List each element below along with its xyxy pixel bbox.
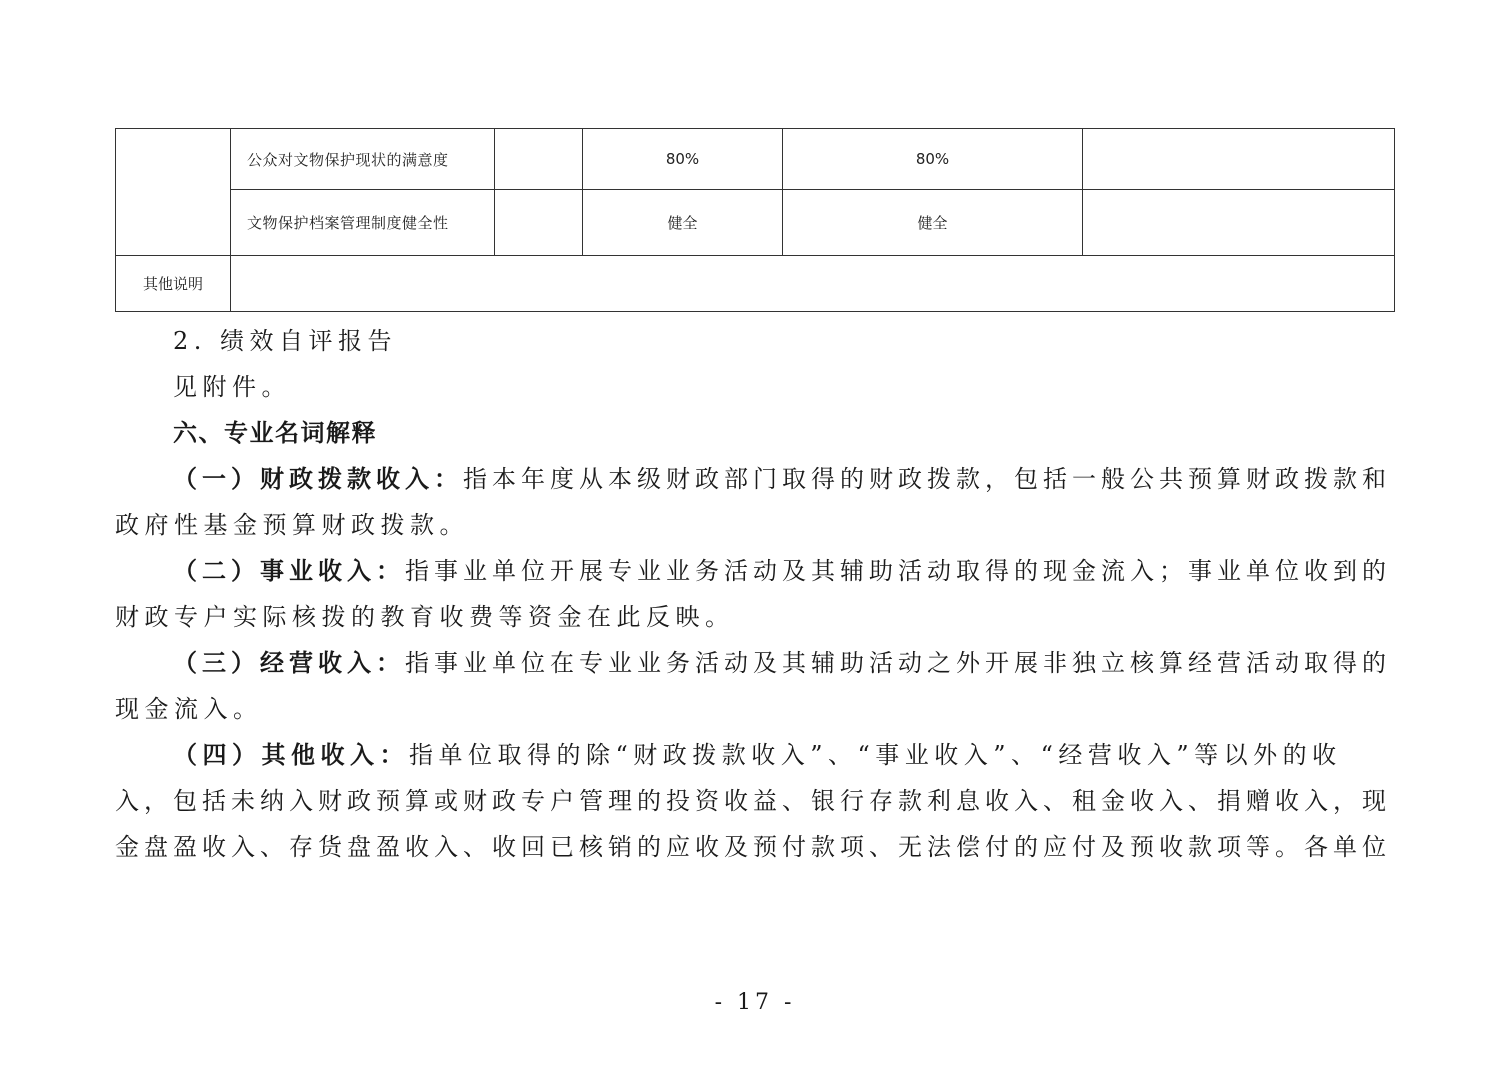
actual-value-cell: 健全 <box>783 190 1083 256</box>
note-cell <box>1083 190 1395 256</box>
performance-table <box>115 128 1395 312</box>
target-value-cell: 健全 <box>583 190 783 256</box>
item2-body: 见附件。 <box>173 373 291 401</box>
definition-3-cont: 现金流入。 <box>115 695 263 723</box>
table-row <box>116 256 1395 312</box>
table-row <box>116 129 1395 190</box>
definition-1-label: （一）财政拨款收入： <box>173 464 463 493</box>
section6-title: 六、专业名词解释 <box>173 419 377 447</box>
definition-3-label: （三）经营收入： <box>173 648 405 677</box>
category-cell <box>116 129 231 256</box>
target-value-cell: 80% <box>583 129 783 190</box>
table-row <box>116 190 1395 256</box>
definition-4 <box>115 732 1395 778</box>
empty-cell <box>495 129 583 190</box>
definition-2-cont: 财政专户实际核拨的教育收费等资金在此反映。 <box>115 603 735 631</box>
definition-1-text: 指本年度从本级财政部门取得的财政拨款，包括一般公共预算财政拨款和 <box>463 465 1391 493</box>
definition-4-cont-1: 入，包括未纳入财政预算或财政专户管理的投资收益、银行存款利息收入、租金收入、捐赠收入，现 <box>115 787 1391 815</box>
actual-value-cell: 80% <box>783 129 1083 190</box>
definition-1-cont: 政府性基金预算财政拨款。 <box>115 511 469 539</box>
definition-2-text: 指事业单位开展专业业务活动及其辅助活动取得的现金流入；事业单位收到的 <box>405 557 1391 585</box>
indicator-cell: 公众对文物保护现状的满意度 <box>231 129 495 190</box>
body-text <box>115 318 1395 870</box>
definition-2-label: （二）事业收入： <box>173 556 405 585</box>
definition-2 <box>115 548 1395 594</box>
definition-4-label: （四）其他收入： <box>173 740 409 769</box>
definition-1 <box>115 456 1395 502</box>
indicator-cell: 文物保护档案管理制度健全性 <box>231 190 495 256</box>
other-notes-label: 其他说明 <box>116 256 231 312</box>
page-number: - 17 - <box>714 990 796 1015</box>
item2-title: 2. 绩效自评报告 <box>173 327 398 355</box>
definition-3-text: 指事业单位在专业业务活动及其辅助活动之外开展非独立核算经营活动取得的 <box>405 649 1391 677</box>
definition-3 <box>115 640 1395 686</box>
definition-4-cont-2: 金盘盈收入、存货盘盈收入、收回已核销的应收及预付款项、无法偿付的应付及预收款项等。各单位 <box>115 833 1391 861</box>
other-notes-value <box>231 256 1395 312</box>
empty-cell <box>495 190 583 256</box>
note-cell <box>1083 129 1395 190</box>
definition-4-text: 指单位取得的除“财政拨款收入”、“事业收入”、“经营收入”等以外的收 <box>409 741 1342 769</box>
